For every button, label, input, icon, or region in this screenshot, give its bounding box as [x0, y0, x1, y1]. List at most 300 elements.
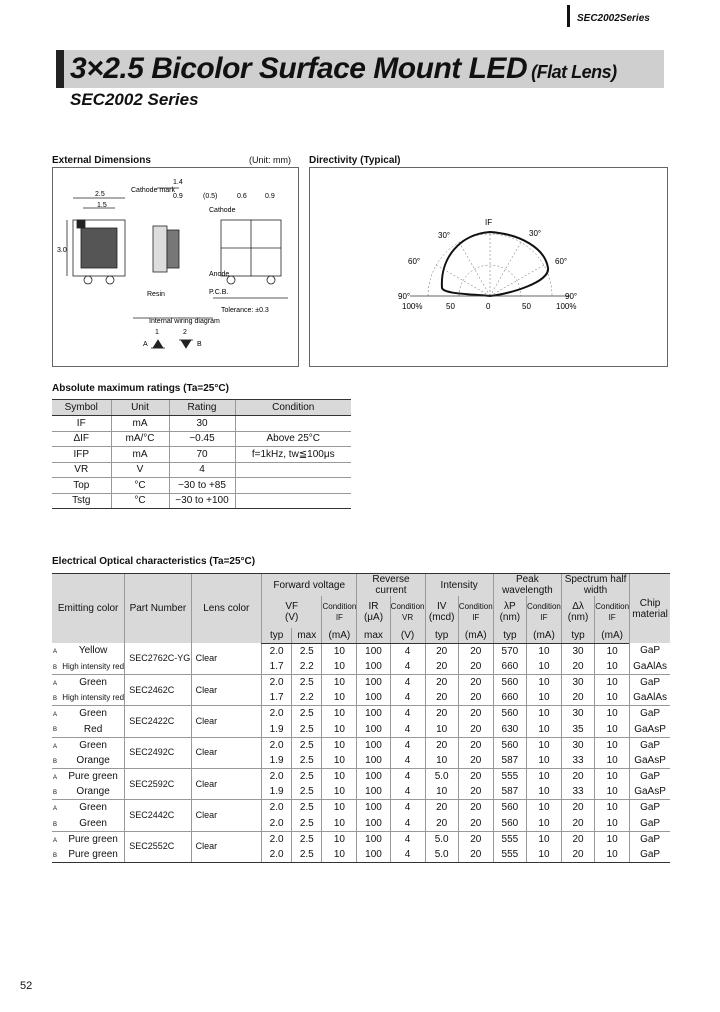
- dir-label-50-left: 50: [446, 302, 455, 311]
- cell: 1.7: [262, 690, 292, 706]
- ir-unit: (μA): [363, 612, 384, 623]
- vr-symbol: VR: [402, 613, 414, 622]
- cell: 2.0: [262, 816, 292, 832]
- cell: GaP: [630, 800, 670, 816]
- emitting-color-cell: [52, 737, 125, 753]
- lens-color: Clear: [191, 831, 261, 862]
- cell: 4: [169, 462, 235, 478]
- cell: 30: [561, 674, 594, 690]
- dim-label-0-9a: 0.9: [173, 193, 183, 200]
- abs-max-col-symbol: Symbol: [52, 400, 111, 416]
- dir-label-100-left: 100%: [402, 302, 423, 311]
- cell: 1.9: [262, 721, 292, 737]
- cell: 10: [595, 737, 630, 753]
- dir-label-60-left: 60°: [408, 257, 421, 266]
- cell: 10: [322, 690, 357, 706]
- cell: 20: [425, 800, 458, 816]
- cell: 2.0: [262, 800, 292, 816]
- cond-label: Condition: [322, 602, 357, 611]
- cell: 10: [322, 659, 357, 675]
- cell: 1.9: [262, 784, 292, 800]
- emitting-color: Orange: [76, 786, 110, 798]
- cell: 4: [390, 721, 425, 737]
- cell: 100: [357, 706, 390, 722]
- eo-sub-cond-if4: [595, 596, 630, 628]
- channel-label: B: [53, 852, 58, 859]
- eo-unit-ma: (mA): [322, 628, 357, 643]
- table-row: [52, 462, 351, 478]
- cell: [235, 493, 351, 509]
- cell: 4: [390, 847, 425, 863]
- cell: 560: [493, 816, 526, 832]
- eo-heading: Electrical Optical characteristics (Ta=25°C): [52, 556, 256, 567]
- cell: 630: [493, 721, 526, 737]
- cell: 4: [390, 784, 425, 800]
- cell: 20: [561, 659, 594, 675]
- table-row: [52, 674, 670, 690]
- cell: 4: [390, 769, 425, 785]
- cell: 2.2: [292, 659, 322, 675]
- table-row: [52, 493, 351, 509]
- cell: 10: [425, 753, 458, 769]
- dim-label-n1: 1: [155, 329, 159, 336]
- eo-sub-cond-if: [322, 596, 357, 628]
- cell: 20: [425, 643, 458, 659]
- cell: Top: [52, 478, 111, 494]
- cell: 10: [322, 674, 357, 690]
- cell: 4: [390, 753, 425, 769]
- part-number: SEC2422C: [125, 706, 191, 737]
- page-subtitle: SEC2002 Series: [70, 90, 199, 109]
- cell: GaP: [630, 706, 670, 722]
- lens-color: Clear: [191, 800, 261, 831]
- cell: 660: [493, 690, 526, 706]
- emitting-color-cell: [52, 831, 125, 847]
- cell: IFP: [52, 447, 111, 463]
- cell: 20: [458, 737, 493, 753]
- cell: 30: [561, 706, 594, 722]
- cell: 5.0: [425, 847, 458, 863]
- cell: 2.5: [292, 721, 322, 737]
- cell: 2.5: [292, 753, 322, 769]
- cell: Tstg: [52, 493, 111, 509]
- cell: 10: [595, 643, 630, 659]
- abs-max-table: [52, 399, 351, 509]
- cell: [235, 462, 351, 478]
- cell: GaP: [630, 816, 670, 832]
- eo-unit-typ: typ: [561, 628, 594, 643]
- dimensions-drawing: [53, 168, 298, 366]
- channel-label: A: [53, 775, 58, 781]
- cell: 100: [357, 721, 390, 737]
- cell: 20: [425, 659, 458, 675]
- cell: 10: [526, 800, 561, 816]
- cell: 570: [493, 643, 526, 659]
- channel-label: B: [53, 727, 58, 734]
- eo-sub-ir: [357, 596, 390, 628]
- if-symbol: IF: [540, 613, 548, 622]
- cell: mA: [111, 416, 169, 432]
- eo-sub-vf: [262, 596, 322, 628]
- cond-label: Condition: [390, 602, 425, 611]
- cell: 30: [561, 643, 594, 659]
- iv-symbol: IV: [436, 601, 447, 612]
- title-text: 3×2.5 Bicolor Surface Mount LED: [70, 52, 528, 85]
- eo-col-forward-voltage: Forward voltage: [262, 574, 357, 597]
- cell: 10: [526, 847, 561, 863]
- part-number: SEC2492C: [125, 737, 191, 768]
- cell: [235, 416, 351, 432]
- cell: GaP: [630, 674, 670, 690]
- part-number: SEC2592C: [125, 769, 191, 800]
- eo-unit-max: max: [292, 628, 322, 643]
- cell: 20: [458, 721, 493, 737]
- dim-label-2-5: 2.5: [95, 191, 105, 198]
- nm-unit: (nm): [499, 612, 521, 623]
- table-row: [52, 800, 670, 816]
- dir-label-90-left: 90°: [398, 292, 411, 301]
- cell: GaAsP: [630, 784, 670, 800]
- cell: 2.5: [292, 769, 322, 785]
- table-row: [52, 769, 670, 785]
- cell: GaP: [630, 643, 670, 659]
- part-number: SEC2762C-YG: [125, 643, 191, 674]
- cell: 20: [561, 690, 594, 706]
- cell: 20: [458, 831, 493, 847]
- cell: 5.0: [425, 769, 458, 785]
- cell: 100: [357, 737, 390, 753]
- cell: 20: [458, 769, 493, 785]
- eo-unit-max: max: [357, 628, 390, 643]
- emitting-color-cell: [52, 753, 125, 769]
- cell: 20: [561, 831, 594, 847]
- eo-unit-typ: typ: [262, 628, 292, 643]
- page-title: [70, 52, 617, 86]
- emitting-color: Green: [79, 676, 107, 688]
- cell: 20: [425, 706, 458, 722]
- cell: 20: [561, 800, 594, 816]
- cell: 2.5: [292, 643, 322, 659]
- if-symbol: IF: [335, 613, 343, 622]
- cell: 2.5: [292, 784, 322, 800]
- cell: 100: [357, 816, 390, 832]
- channel-label: B: [53, 790, 58, 797]
- part-number: SEC2442C: [125, 800, 191, 831]
- dim-label-cathode-mark: Cathode mark: [131, 187, 175, 194]
- cell: [235, 478, 351, 494]
- cell: 100: [357, 659, 390, 675]
- cell: 5.0: [425, 831, 458, 847]
- cell: 2.0: [262, 674, 292, 690]
- cell: 20: [458, 674, 493, 690]
- cell: GaAlAs: [630, 659, 670, 675]
- cell: 560: [493, 706, 526, 722]
- abs-max-col-condition: Condition: [235, 400, 351, 416]
- cell: 2.0: [262, 643, 292, 659]
- dir-label-30-left: 30°: [438, 231, 451, 240]
- cell: GaAlAs: [630, 690, 670, 706]
- cell: GaAsP: [630, 721, 670, 737]
- cell: 10: [595, 816, 630, 832]
- cell: 10: [322, 784, 357, 800]
- emitting-color-cell: [52, 643, 125, 659]
- dim-label-1-5: 1.5: [97, 202, 107, 209]
- cell: 587: [493, 784, 526, 800]
- cell: 10: [322, 816, 357, 832]
- cell: 20: [458, 706, 493, 722]
- lens-color: Clear: [191, 737, 261, 768]
- eo-table-body: [52, 643, 670, 863]
- cell: 100: [357, 800, 390, 816]
- emitting-color-cell: [52, 721, 125, 737]
- cell: 660: [493, 659, 526, 675]
- cell: 20: [458, 816, 493, 832]
- cell: −30 to +100: [169, 493, 235, 509]
- cell: 4: [390, 706, 425, 722]
- cell: 560: [493, 674, 526, 690]
- cell: 100: [357, 847, 390, 863]
- cell: 10: [526, 690, 561, 706]
- cell: 100: [357, 784, 390, 800]
- channel-label: B: [53, 664, 58, 671]
- cell: 10: [322, 800, 357, 816]
- cell: 10: [526, 769, 561, 785]
- cell: V: [111, 462, 169, 478]
- cell: −30 to +85: [169, 478, 235, 494]
- eo-col-emitting: Emitting color: [52, 574, 125, 644]
- cell: 10: [322, 753, 357, 769]
- cell: 20: [458, 784, 493, 800]
- emitting-color: High intensity red: [62, 693, 125, 703]
- eo-sub-cond-vr: [390, 596, 425, 628]
- eo-unit-ma: (mA): [458, 628, 493, 643]
- emitting-color: Green: [79, 802, 107, 814]
- cell: 10: [595, 721, 630, 737]
- dim-label-internal: Internal wiring diagram: [149, 318, 220, 325]
- dim-label-resin: Resin: [147, 291, 165, 298]
- table-row: [52, 831, 670, 847]
- cell: 2.5: [292, 706, 322, 722]
- cell: 4: [390, 800, 425, 816]
- cell: 20: [561, 769, 594, 785]
- cell: 100: [357, 831, 390, 847]
- dir-label-50-right: 50: [522, 302, 531, 311]
- cell: 10: [595, 690, 630, 706]
- cell: 10: [526, 737, 561, 753]
- dim-label-0-6: 0.6: [237, 193, 247, 200]
- channel-label: A: [53, 743, 58, 750]
- cell: GaP: [630, 769, 670, 785]
- cell: mA/°C: [111, 431, 169, 447]
- cell: 10: [322, 737, 357, 753]
- cell: 20: [425, 816, 458, 832]
- iv-unit: (mcd): [428, 612, 455, 623]
- vf-unit: (V): [285, 612, 299, 623]
- cond-label: Condition: [458, 602, 493, 611]
- cell: 10: [322, 847, 357, 863]
- cell: 587: [493, 753, 526, 769]
- emitting-color: Green: [79, 708, 107, 720]
- emitting-color: Pure green: [68, 771, 118, 783]
- dir-label-90-right: 90°: [565, 292, 578, 301]
- cell: 1.7: [262, 659, 292, 675]
- abs-max-col-unit: Unit: [111, 400, 169, 416]
- channel-label: B: [53, 696, 58, 703]
- cell: 4: [390, 643, 425, 659]
- if-symbol: IF: [472, 613, 480, 622]
- cell: GaP: [630, 847, 670, 863]
- page-number: 52: [20, 980, 33, 992]
- cell: 10: [595, 659, 630, 675]
- header-series-tag: SEC2002Series: [577, 13, 650, 24]
- dim-label-b: B: [197, 341, 202, 348]
- cell: 10: [322, 721, 357, 737]
- cell: 20: [458, 659, 493, 675]
- part-number: SEC2552C: [125, 831, 191, 862]
- eo-table: [52, 573, 670, 863]
- eo-sub-dl: [561, 596, 594, 628]
- cell: 10: [526, 659, 561, 675]
- dir-label-30-right: 30°: [529, 229, 542, 238]
- cell: 10: [526, 816, 561, 832]
- cell: 20: [425, 690, 458, 706]
- eo-col-chip: Chip material: [630, 574, 670, 644]
- emitting-color: Orange: [76, 754, 110, 766]
- table-row: [52, 706, 670, 722]
- cell: 10: [526, 643, 561, 659]
- dimensions-unit: (Unit: mm): [249, 155, 291, 165]
- cell: 2.5: [292, 847, 322, 863]
- cell: 20: [458, 800, 493, 816]
- dim-label-cathode: Cathode: [209, 207, 236, 214]
- eo-unit-typ: typ: [493, 628, 526, 643]
- emitting-color-cell: [52, 674, 125, 690]
- lens-color: Clear: [191, 706, 261, 737]
- cell: 10: [595, 769, 630, 785]
- cell: 20: [561, 816, 594, 832]
- cell: 10: [526, 706, 561, 722]
- dimensions-heading: External Dimensions: [52, 155, 151, 166]
- table-row: [52, 416, 351, 432]
- cell: 10: [595, 831, 630, 847]
- emitting-color: Pure green: [68, 833, 118, 845]
- abs-max-col-rating: Rating: [169, 400, 235, 416]
- dim-label-tolerance: Tolerance: ±0.3: [221, 307, 269, 314]
- channel-label: A: [53, 712, 58, 719]
- channel-label: B: [53, 758, 58, 765]
- emitting-color-cell: [52, 690, 125, 706]
- cell: 30: [561, 737, 594, 753]
- part-number: SEC2462C: [125, 674, 191, 705]
- dir-label-60-right: 60°: [555, 257, 568, 266]
- cell: 10: [595, 800, 630, 816]
- eo-col-reverse-current: Reverse current: [357, 574, 425, 597]
- cell: 10: [595, 674, 630, 690]
- cell: 555: [493, 831, 526, 847]
- ir-symbol: IR: [368, 601, 379, 612]
- table-row: [52, 447, 351, 463]
- cell: 10: [322, 769, 357, 785]
- emitting-color: High intensity red: [62, 661, 125, 671]
- emitting-color: Green: [79, 817, 107, 829]
- cell: VR: [52, 462, 111, 478]
- cell: 4: [390, 831, 425, 847]
- channel-label: A: [53, 649, 58, 655]
- eo-sub-cond-if3: [526, 596, 561, 628]
- cell: °C: [111, 493, 169, 509]
- dim-label-0-5: (0.5): [203, 193, 218, 200]
- table-row: [52, 478, 351, 494]
- dim-label-3-0: 3.0: [57, 247, 67, 254]
- eo-col-peak-wavelength: Peak wavelength: [493, 574, 561, 597]
- cell: 560: [493, 737, 526, 753]
- cell: 100: [357, 769, 390, 785]
- cell: 2.0: [262, 847, 292, 863]
- emitting-color: Yellow: [78, 645, 108, 657]
- cell: 20: [425, 674, 458, 690]
- title-lens: (Flat Lens): [531, 62, 617, 82]
- cell: −0.45: [169, 431, 235, 447]
- cell: 70: [169, 447, 235, 463]
- channel-label: B: [53, 821, 58, 828]
- cell: 10: [322, 706, 357, 722]
- cond-label: Condition: [595, 602, 630, 611]
- cell: 10: [526, 721, 561, 737]
- dimensions-box: [52, 167, 299, 367]
- cell: 2.0: [262, 737, 292, 753]
- channel-label: A: [53, 806, 58, 813]
- cell: 2.2: [292, 690, 322, 706]
- table-row: [52, 431, 351, 447]
- eo-unit-ma: (mA): [595, 628, 630, 643]
- cell: 4: [390, 816, 425, 832]
- lp-symbol: λP: [504, 601, 516, 612]
- emitting-color: Pure green: [68, 849, 118, 861]
- directivity-chart: [310, 168, 667, 366]
- cell: IF: [52, 416, 111, 432]
- dim-label-pcb: P.C.B.: [209, 289, 229, 296]
- cell: 555: [493, 769, 526, 785]
- cell: GaAsP: [630, 753, 670, 769]
- cell: 4: [390, 674, 425, 690]
- cell: 555: [493, 847, 526, 863]
- emitting-color-cell: [52, 706, 125, 722]
- cell: 2.0: [262, 706, 292, 722]
- cell: 2.5: [292, 800, 322, 816]
- cell: 100: [357, 643, 390, 659]
- dir-label-0: 0: [486, 302, 491, 311]
- dim-label-0-9b: 0.9: [265, 193, 275, 200]
- dir-label-if: IF: [485, 218, 493, 227]
- eo-sub-lp: [493, 596, 526, 628]
- header-bar: [567, 5, 570, 27]
- cell: 2.5: [292, 816, 322, 832]
- cell: 10: [526, 674, 561, 690]
- cell: 4: [390, 659, 425, 675]
- lens-color: Clear: [191, 643, 261, 674]
- dim-label-a: A: [143, 341, 148, 348]
- eo-col-lens: Lens color: [191, 574, 261, 644]
- eo-col-spectrum-half-width: Spectrum half width: [561, 574, 629, 597]
- dir-label-100-right: 100%: [556, 302, 577, 311]
- dim-label-n2: 2: [183, 329, 187, 336]
- cell: 33: [561, 784, 594, 800]
- cell: mA: [111, 447, 169, 463]
- emitting-color-cell: [52, 769, 125, 785]
- table-row: [52, 643, 670, 659]
- cell: 1.9: [262, 753, 292, 769]
- cell: °C: [111, 478, 169, 494]
